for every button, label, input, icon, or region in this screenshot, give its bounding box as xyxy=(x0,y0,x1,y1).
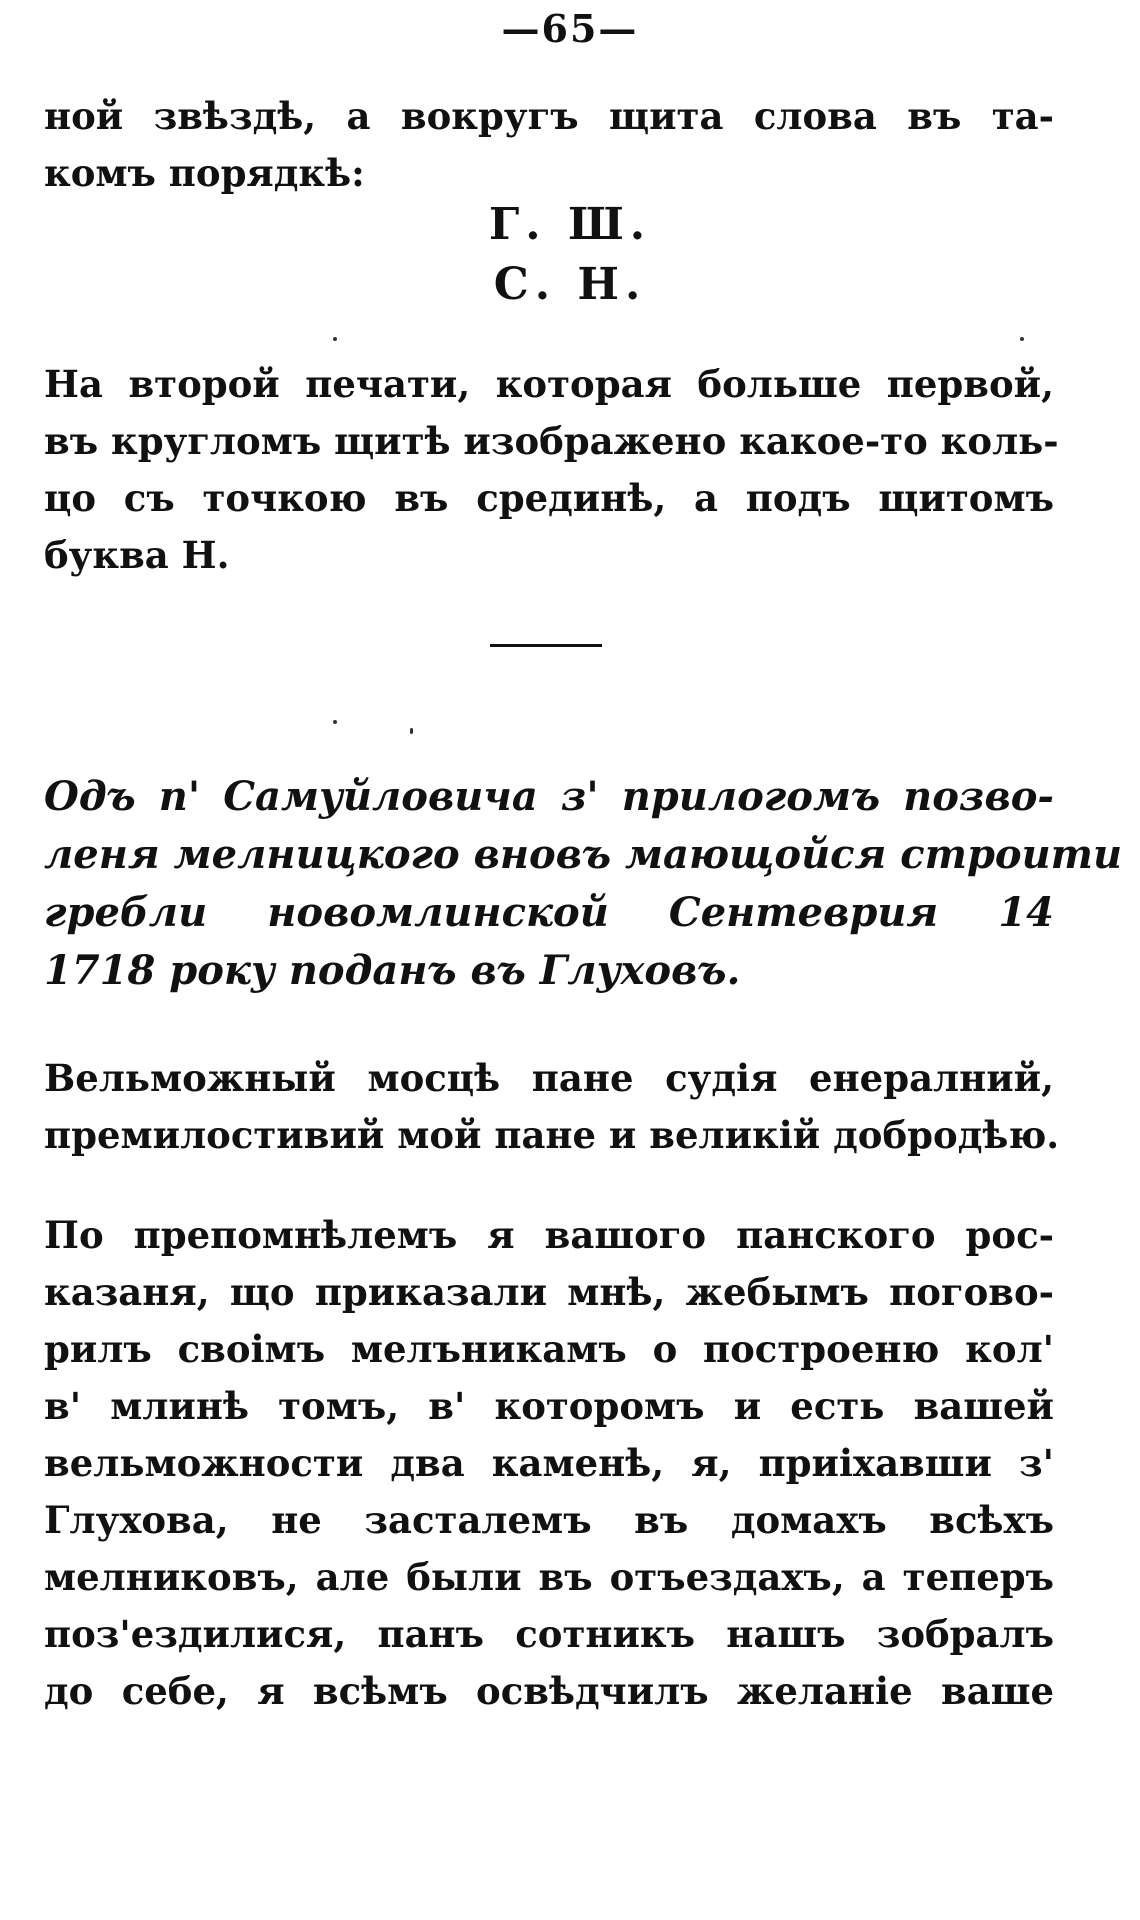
paragraph-second-seal xyxy=(44,356,1059,584)
paragraph-intro xyxy=(44,88,1054,202)
text-line: ной звѣздѣ, а вокругъ щита слова въ та- xyxy=(44,94,1054,138)
heading-line: гребли новомлинской Сентеврия 14 xyxy=(44,889,1054,936)
text-line: Глухова, не засталемъ въ домахъ всѣхъ xyxy=(44,1498,1054,1542)
seal-initials-line-1: Г. Ш. xyxy=(488,199,652,250)
text-line: На второй печати, которая больше первой, xyxy=(44,362,1054,406)
text-line: вельможности два каменѣ, я, приіхавши з' xyxy=(44,1441,1054,1485)
text-line: По препомнѣлемъ я вашого панского рос- xyxy=(44,1213,1054,1257)
text-line: мелниковъ, але были въ отъездахъ, а теперъ xyxy=(44,1555,1054,1599)
text-line: премилостивий мой пане и великій добродѣю. xyxy=(44,1113,1060,1157)
heading-line: 1718 року поданъ въ Глуховъ. xyxy=(44,947,741,994)
page-number: —65— xyxy=(501,6,639,51)
heading-line: Одъ п' Самуйловича з' прилогомъ позво- xyxy=(44,773,1054,820)
section-divider xyxy=(490,644,602,647)
text-line: до себе, я всѣмъ освѣдчилъ желаніе ваше xyxy=(44,1669,1054,1713)
print-speck xyxy=(1020,337,1024,341)
text-line: казаня, що приказали мнѣ, жебымъ погово- xyxy=(44,1270,1054,1314)
salutation xyxy=(44,1050,1060,1164)
text-line: поз'ездилися, панъ сотникъ нашъ зобралъ xyxy=(44,1612,1054,1656)
print-speck xyxy=(333,720,337,724)
text-line: цо съ точкою въ срединѣ, а подъ щитомъ xyxy=(44,476,1054,520)
document-heading xyxy=(44,768,1123,1000)
text-line: Вельможный мосцѣ пане судія енералний, xyxy=(44,1056,1054,1100)
print-speck xyxy=(410,728,413,734)
text-line: в' млинѣ томъ, в' которомъ и есть вашей xyxy=(44,1384,1054,1428)
text-line: рилъ своімъ мелъникамъ о построеню кол' xyxy=(44,1327,1054,1371)
heading-line: леня мелницкого вновъ мающойся строити xyxy=(44,831,1123,878)
print-speck xyxy=(333,337,337,341)
text-line: въ кругломъ щитѣ изображено какое-то коль- xyxy=(44,419,1059,463)
seal-initials-line-2: С. Н. xyxy=(493,259,647,310)
text-line: комъ порядкѣ: xyxy=(44,151,365,195)
paragraph-body xyxy=(44,1207,1054,1720)
text-line: буква Н. xyxy=(44,533,230,577)
